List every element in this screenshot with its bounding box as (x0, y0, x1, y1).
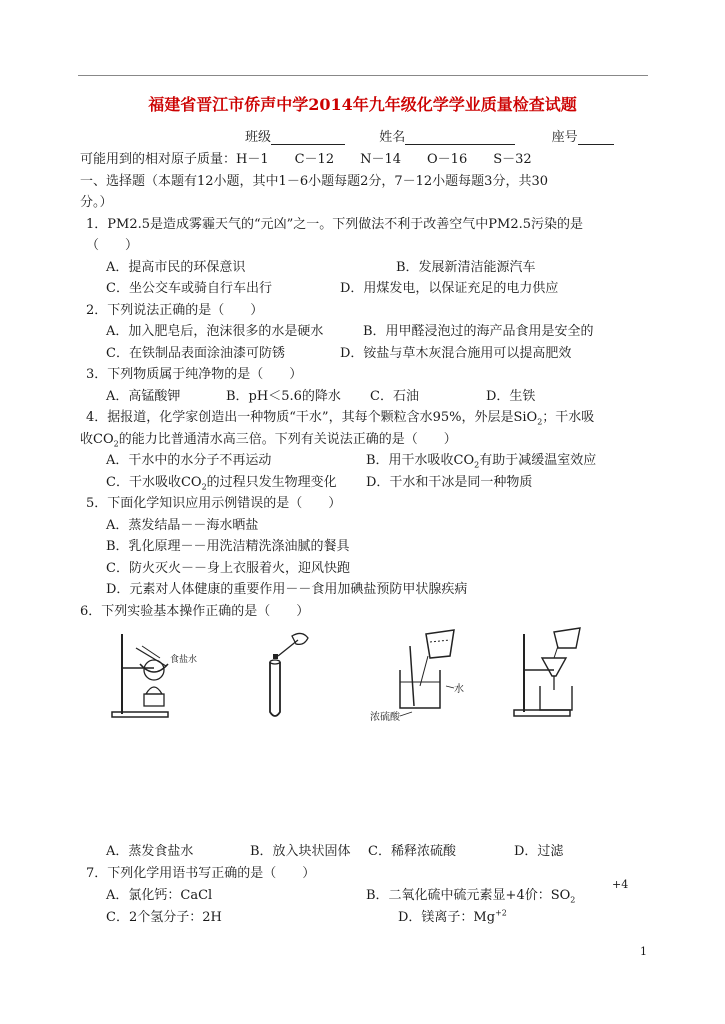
q6-option-a[interactable]: A．蒸发食盐水 (106, 844, 194, 859)
page-title: 福建省晋江市侨声中学2014年九年级化学学业质量检查试题 (148, 95, 577, 114)
q4-option-c[interactable]: C．干水吸收$CO_2$的过程只发生物理变化 (106, 475, 337, 492)
q3-stem: 3．下列物质属于纯净物的是（ ） (86, 367, 303, 382)
q7-option-c[interactable]: C．2个氢分子：2H (106, 910, 222, 925)
q4-option-b[interactable]: B．用干水吸收$CO_2$有助于减缓温室效应 (366, 453, 597, 470)
q2-option-a[interactable]: A．加入肥皂后，泡沫很多的水是硬水 (106, 324, 324, 339)
name-field[interactable] (405, 130, 515, 145)
q6-option-d[interactable]: D．过滤 (514, 844, 564, 859)
figure-filtration (510, 624, 600, 724)
fig-label-water: 水 (454, 684, 464, 695)
page-number: 1 (640, 945, 647, 958)
figure-evaporation (108, 628, 218, 720)
q7-stem: 7．下列化学用语书写正确的是（ ） (86, 866, 316, 881)
section-heading-cont: 分。） (80, 195, 113, 210)
seat-field[interactable] (578, 130, 614, 145)
section-heading: 一、选择题（本题有12小题，其中1－6小题每题2分，7－12小题每题3分，共30 (80, 174, 548, 189)
q2-option-b[interactable]: B．用甲醛浸泡过的海产品食用是安全的 (363, 324, 594, 339)
atomic-mass-line: 可能用到的相对原子质量：H－1 C－12 N－14 O－16 S－32 (80, 152, 532, 167)
q5-option-c[interactable]: C．防火灭火－－身上衣服着火，迎风快跑 (106, 561, 350, 576)
q4-option-d[interactable]: D．干水和干冰是同一种物质 (366, 475, 533, 490)
q7-option-d[interactable]: D．镁离子：$Mg^{+2}$ (398, 908, 507, 925)
q1-option-a[interactable]: A．提高市民的环保意识 (106, 260, 246, 275)
top-rule (78, 75, 648, 76)
q7-option-b-valence: +4 (612, 878, 629, 891)
q5-option-d[interactable]: D．元素对人体健康的重要作用－－食用加碘盐预防甲状腺疾病 (106, 582, 468, 597)
q1-option-b[interactable]: B．发展新清洁能源汽车 (396, 260, 536, 275)
q7-option-a[interactable]: A．氯化钙：CaCl (106, 888, 213, 903)
q4-stem-line1: 4．据报道，化学家创造出一种物质“干水”，其每个颗粒含水95%，外层是SiO$_2$；干水吸 (86, 410, 595, 427)
class-field[interactable] (271, 130, 345, 145)
q6-option-c[interactable]: C．稀释浓硫酸 (368, 844, 456, 859)
name-label: 姓名 (379, 130, 406, 145)
q1-stem: 1．PM2.5是造成雾霾天气的“元凶”之一。下列做法不利于改善空气中PM2.5污染的是 (86, 217, 584, 232)
figure-dilute-acid (370, 626, 480, 722)
q1-option-c[interactable]: C．坐公交车或骑自行车出行 (106, 281, 272, 296)
q4-option-a[interactable]: A．干水中的水分子不再运动 (106, 453, 272, 468)
student-info-row (245, 126, 614, 145)
q5-option-a[interactable]: A．蒸发结晶－－海水晒盐 (106, 518, 259, 533)
q4-stem-line2: 收$CO_2$的能力比普通清水高三倍。下列有关说法正确的是（ ） (80, 432, 457, 449)
q5-option-b[interactable]: B．乳化原理－－用洗洁精洗涤油腻的餐具 (106, 539, 350, 554)
q1-answer-blank: （ ） (86, 238, 139, 253)
q1-option-d[interactable]: D．用煤发电，以保证充足的电力供应 (340, 281, 559, 296)
q6-option-b[interactable]: B．放入块状固体 (250, 844, 351, 859)
seat-label: 座号 (551, 130, 578, 145)
q5-stem: 5．下面化学知识应用示例错误的是（ ） (86, 496, 342, 511)
q2-option-c[interactable]: C．在铁制品表面涂油漆可防锈 (106, 346, 285, 361)
q2-option-d[interactable]: D．铵盐与草木灰混合施用可以提高肥效 (340, 346, 572, 361)
fig-label-acid: 浓硫酸 (370, 712, 400, 722)
q3-option-b[interactable]: B．pH＜5.6的降水 (226, 389, 341, 404)
class-label: 班级 (245, 130, 272, 145)
q2-stem: 2．下列说法正确的是（ ） (86, 303, 264, 318)
q3-option-a[interactable]: A．高锰酸钾 (106, 389, 181, 404)
q3-option-c[interactable]: C．石油 (370, 389, 419, 404)
q3-option-d[interactable]: D．生铁 (486, 389, 536, 404)
figure-solid-in-tube (258, 628, 318, 724)
q7-option-b[interactable]: B．二氧化硫中硫元素显+4价：$SO_2$ (366, 888, 576, 905)
fig-label-salt-water: 食盐水 (170, 655, 198, 665)
q6-stem: 6．下列实验基本操作正确的是（ ） (80, 604, 310, 619)
